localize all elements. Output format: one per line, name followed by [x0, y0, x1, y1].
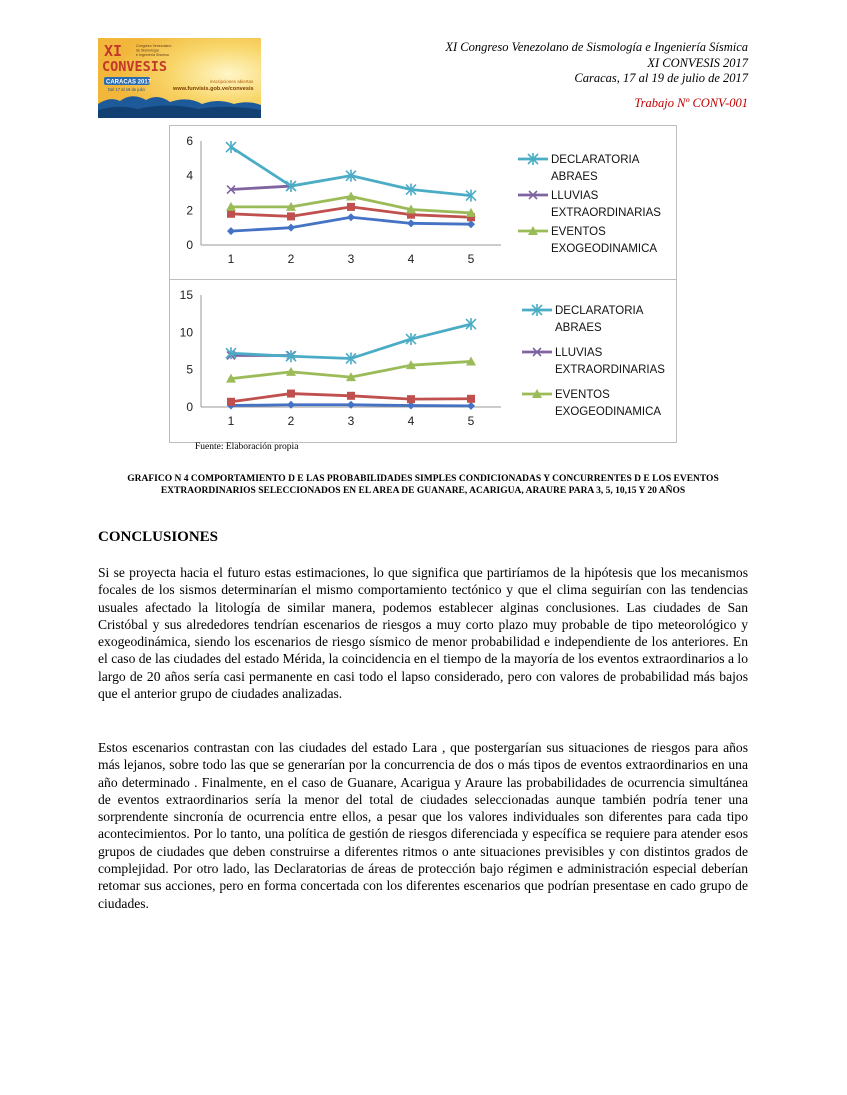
convesis-logo — [98, 38, 261, 118]
chart-bottom-xtick-label: 1 — [227, 414, 235, 428]
chart-top-xtick-label: 2 — [287, 252, 295, 266]
logo-subtitle-1: Congreso Venezolano — [136, 44, 172, 48]
chart-bottom-svg — [170, 280, 676, 442]
chart-top-legend-label: LLUVIAS — [551, 190, 599, 202]
chart-top-xtick-label: 4 — [407, 252, 415, 266]
chart-bottom-legend-label: EXOGEODINAMICA — [555, 406, 662, 418]
chart-bottom-legend-label: ABRAES — [555, 322, 602, 334]
logo-title-convesis: CONVESIS — [102, 59, 168, 75]
chart-top — [169, 125, 677, 280]
logo-dates: Del 17 al 19 de julio — [108, 87, 145, 92]
chart-bottom-series-0-point — [467, 402, 475, 410]
header-line-1: XI Congreso Venezolano de Sismología e Ingeniería Sísmica — [445, 40, 748, 54]
chart-top-legend-label: ABRAES — [551, 171, 598, 183]
chart-bottom-legend-label: LLUVIAS — [555, 347, 603, 359]
chart-bottom-series-0-point — [287, 401, 295, 409]
chart-top-xtick-label: 1 — [227, 252, 235, 266]
chart-top-series-0-point — [287, 224, 295, 232]
chart-bottom-ytick-label: 5 — [186, 362, 193, 377]
header-line-2: XI CONVESIS 2017 — [647, 55, 748, 70]
chart-top-series-0-point — [407, 219, 415, 227]
chart-top-legend-label: EXTRAORDINARIAS — [551, 207, 661, 219]
chart-bottom-xtick-label: 3 — [347, 414, 355, 428]
chart-bottom-legend-label: EXTRAORDINARIAS — [555, 364, 665, 376]
chart-top-ytick-label: 6 — [186, 134, 193, 148]
chart-bottom-series-1-point — [407, 395, 415, 403]
chart-top-series-line-3 — [231, 186, 291, 189]
chart-bottom-legend-label: DECLARATORIA — [555, 305, 644, 317]
logo-subtitle-2: de Sismología — [136, 48, 159, 53]
chart-bottom-series-1-point — [347, 392, 355, 400]
logo-url: www.funvisis.gob.ve/convesis — [173, 86, 254, 92]
section-title: CONCLUSIONES — [98, 529, 219, 545]
chart-bottom-xtick-label: 2 — [287, 414, 295, 428]
figure-caption: GRAFICO N 4 COMPORTAMIENTO D E LAS PROBABILIDADES SIMPLES CONDICIONADAS Y CONCURRENTES D E LOS EVENTOS EXTRAORDINARIOS SELECCIONADOS EN EL AREA DE GUANARE, ACARIGUA, ARAURE PARA 3, 5, 10,15 Y 20 AÑOS — [127, 474, 719, 496]
chart-bottom-series-1-point — [227, 398, 235, 406]
chart-bottom-xtick-label: 5 — [467, 414, 475, 428]
chart-top-series-0-point — [227, 227, 235, 235]
chart-top-ytick-label: 4 — [186, 168, 193, 183]
chart-top-legend-label: DECLARATORIA — [551, 154, 640, 166]
chart-top-series-0-point — [347, 213, 355, 221]
chart-top-series-1-point — [347, 203, 355, 211]
chart-top-ytick-label: 0 — [186, 238, 193, 252]
paragraph-2: Estos escenarios contrastan con las ciudades del estado Lara , que postergarían sus situaciones de riesgos para años más lejanos, sobre todo las que se generarían por la concurrencia de dos o más tipos de eventos extraordinarios en una año determinado . Finalmente, en el caso de Guanare, Acarigua y Araure las probabilidades de ocurrencia simultánea de eventos extraordinarios sería la menor del total de ciudades seleccionadas aunque también podría tener una sorprendente sincronía de ocurrencia entre ellos, a pesar que los valores individuales son diferentes para cada tipo acontecimientos. Por lo tanto, una política de gestión de riesgos diferenciada y específica se requiere para atender esos grupos de ciudades que deben construirse a diferentes ritmos o ante situaciones previsibles y con distintos grados de complejidad. Por otro lado, las Declaratorias de áreas de protección bajo régimen e administración especial deberían retomar sus acciones, pero en forma concertada con los diferentes escenarios que podrían presentase en cado grupo de ciudades. — [98, 740, 748, 911]
logo-inscriptions: inscripciones abiertas — [210, 79, 254, 84]
chart-top-legend-label: EVENTOS — [551, 226, 606, 238]
logo-badge: CARACAS 2017 — [106, 79, 152, 86]
source-note: Fuente: Elaboración propia — [195, 442, 299, 452]
trabajo-number: Trabajo Nº CONV-001 — [634, 96, 748, 110]
chart-bottom-ytick-label: 15 — [179, 288, 193, 302]
chart-bottom-ytick-label: 10 — [179, 325, 193, 340]
chart-bottom-series-1-point — [467, 395, 475, 403]
chart-top-series-0-point — [467, 220, 475, 228]
chart-top-xtick-label: 5 — [467, 252, 475, 266]
chart-bottom-xtick-label: 4 — [407, 414, 415, 428]
logo-title-xi: XI — [104, 42, 123, 60]
header-line-3: Caracas, 17 al 19 de julio de 2017 — [574, 71, 748, 85]
chart-bottom-series-0-point — [347, 401, 355, 409]
chart-top-svg — [170, 126, 676, 279]
chart-bottom-series-1-point — [287, 390, 295, 398]
chart-top-xtick-label: 3 — [347, 252, 355, 266]
chart-top-series-4-point — [226, 141, 236, 153]
chart-bottom-legend-label: EVENTOS — [555, 389, 610, 401]
conference-header — [445, 40, 748, 87]
chart-bottom-ytick-label: 0 — [186, 400, 193, 414]
chart-top-ytick-label: 2 — [186, 203, 193, 218]
logo-subtitle-3: e Ingeniería Sísmica — [136, 53, 169, 57]
chart-bottom — [169, 279, 677, 443]
chart-top-legend-label: EXOGEODINAMICA — [551, 243, 658, 255]
chart-top-series-1-point — [227, 210, 235, 218]
chart-top-series-1-point — [287, 212, 295, 220]
paragraph-1: Si se proyecta hacia el futuro estas estimaciones, lo que significa que partiríamos de la hipótesis que los mecanismos focales de los sismos determinarían el mismo comportamiento tectónico y que el clima seguirían con las tendencias usuales afectado la litología de similar manera, podemos establecer alginas conclusiones. Las ciudades de San Cristóbal y sus alrededores tendrían escenarios de riesgos a muy corto plazo muy probable de tipo meteorológico y exogeodinámica, siendo los escenarios de riesgo sísmico de menor probabilidad e independiente de los anteriores. En el caso de las ciudades del estado Mérida, la coincidencia en el tiempo de la mayoría de los eventos extraordinarios a lo largo de 20 años sería casi permanente en casi todo el lapso considerado, pero con valores de probabilidad más bajos que el anterior grupo de ciudades analizadas. — [98, 565, 748, 702]
